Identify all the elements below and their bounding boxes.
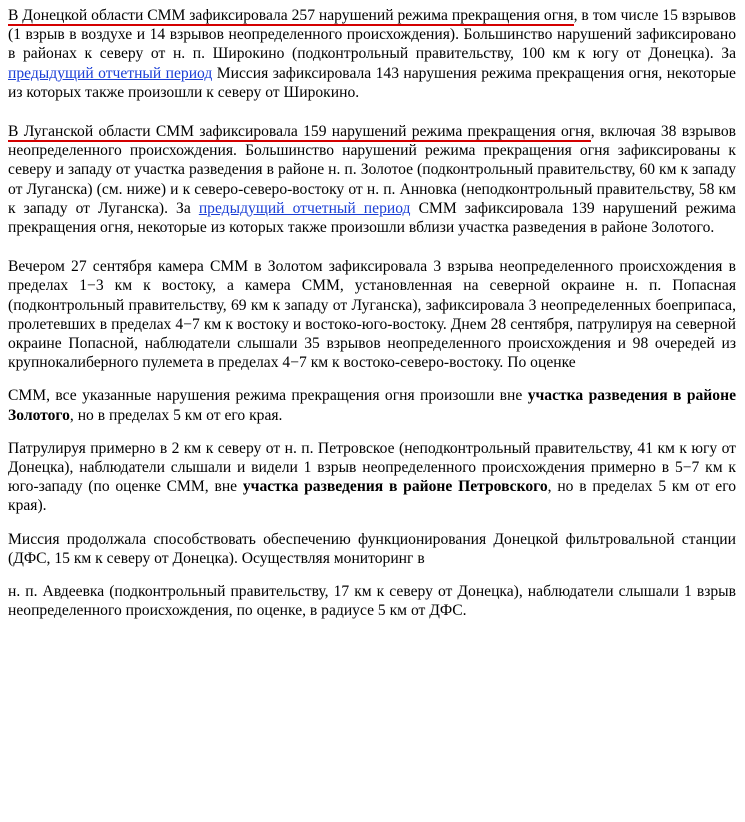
link-previous-period-luhansk[interactable]: предыдущий отчетный период <box>198 199 411 217</box>
bold-zolote-area: участка разведения в районе Золотого <box>8 387 736 424</box>
text-donetsk-b: Миссия зафиксировала 143 нарушения режима прекращения огня, некоторые из которых также произошли к северу от Широкино. <box>8 64 736 101</box>
text-zolote-2b: , но в пределах 5 км от его края. <box>69 406 283 424</box>
highlight-luhansk: В Луганской области СММ зафиксировала 159 нарушений режима прекращения огня <box>8 123 591 141</box>
text-luhansk-b: СММ зафиксировала 139 нарушений режима прекращения огня, некоторые из которых также произошли вблизи участка разведения в районе Золотого. <box>8 199 736 237</box>
paragraph-petrovske <box>8 439 736 516</box>
text-donetsk-a: , в том числе 15 взрывов (1 взрыв в воздухе и 14 взрывов неопределенного происхождения). Большинство нарушений зафиксировано в районах к северу от н. п. Широкино (подконтрольный правительству, 100 км к югу от Донецка). За <box>8 7 736 63</box>
paragraph-luhansk <box>8 122 736 237</box>
paragraph-dfs-2: н. п. Авдеевка (подконтрольный правительству, 17 км к северу от Донецка), наблюдатели слышали 1 взрыв неопределенного происхождения, по оценке, в радиусе 5 км от ДФС. <box>8 583 736 620</box>
text-luhansk-a: , включая 38 взрывов неопределенного происхождения. Большинство нарушений режима прекращения огня зафиксированы к северу и западу от участка разведения в районе н. п. Золотое (подконтрольный правительству, 60 км к западу от Луганска) (см. ниже) и к северо-северо-востоку от н. п. Анновка (неподконтрольный правительству, 58 км к западу от Луганска). За <box>8 123 736 217</box>
paragraph-zolote-2 <box>8 386 736 424</box>
link-previous-period-donetsk[interactable]: предыдущий отчетный период <box>8 64 213 82</box>
text-petrovske-b: , но в пределах 5 км от его края). <box>8 478 736 515</box>
document-body <box>8 6 736 620</box>
paragraph-dfs-1: Миссия продолжала способствовать обеспечению функционирования Донецкой фильтровальной станции (ДФС, 15 км к северу от Донецка). Осуществляя мониторинг в <box>8 530 736 567</box>
text-petrovske-a: Патрулируя примерно в 2 км к северу от н. п. Петровское (неподконтрольный правительству, 41 км к югу от Донецка), наблюдатели слышали и видели 1 взрыв неопределенного происхождения примерно в 5−7 км к юго-западу (по оценке СММ, вне <box>8 439 736 496</box>
highlight-donetsk: В Донецкой области СММ зафиксировала 257 нарушений режима прекращения огня <box>8 7 574 24</box>
text-zolote-2a: СММ, все указанные нарушения режима прекращения огня произошли вне <box>8 387 528 405</box>
bold-petrovske-area: участка разведения в районе Петровского <box>242 478 548 496</box>
paragraph-donetsk <box>8 6 736 102</box>
paragraph-zolote-1: Вечером 27 сентября камера СММ в Золотом зафиксировала 3 взрыва неопределенного происхождения в пределах 1−3 км к востоку, а камера СММ, установленная на северной окраине н. п. Попасная (подконтрольный правительству, 69 км к западу от Луганска), зафиксировала 3 неопределенных боеприпаса, пролетевших в пределах 4−7 км к востоку и востоко-юго-востоку. Днем 28 сентября, патрулируя на северной окраине Попасной, наблюдатели слышали 35 взрывов неопределенного происхождения и 98 очередей из крупнокалиберного пулемета в пределах 4−7 км к востоко-северо-востоку. По оценке <box>8 258 736 372</box>
